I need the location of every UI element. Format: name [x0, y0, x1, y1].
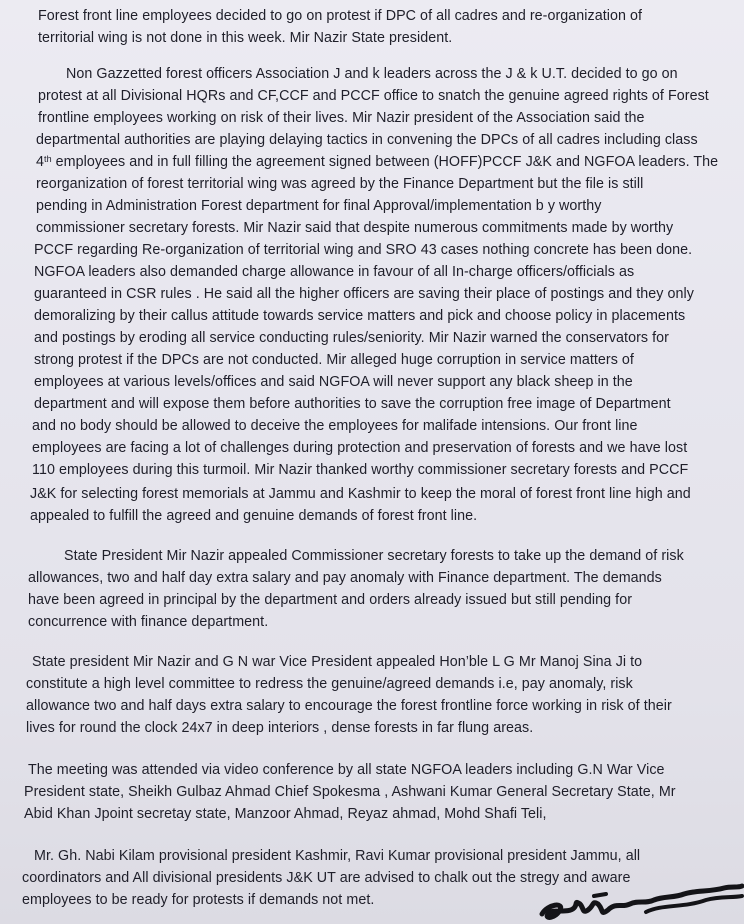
text-line: constitute a high level committee to redress the genuine/agreed demands i.e, pay anomaly, risk: [26, 676, 633, 692]
text-line: State president Mir Nazir and G N war Vice President appealed Hon’ble L G Mr Manoj Sina Ji to: [32, 654, 643, 670]
text-line: Forest front line employees decided to go on protest if DPC of all cadres and re-organization of: [38, 8, 643, 24]
text-line: employees to be ready for protests if demands not met.: [22, 892, 375, 908]
text-line: demoralizing by their callus attitude towards service matters and pick and choose policy in placements: [34, 308, 686, 324]
text-line: PCCF regarding Re-organization of territorial wing and SRO 43 cases nothing concrete has been done.: [34, 242, 693, 258]
text-line: and postings by eroding all service conducting rules/seniority. Mir Nazir warned the conservators for: [34, 330, 669, 346]
text-line: reorganization of forest territorial wing was agreed by the Finance Department but the file is still: [36, 176, 644, 192]
text-line: Abid Khan Jpoint secretay state, Manzoor Ahmad, Reyaz ahmad, Mohd Shafi Teli,: [24, 806, 547, 822]
text-line: coordinators and All divisional presidents J&K UT are advised to chalk out the stregy and aware: [22, 870, 631, 886]
text-line: commissioner secretary forests. Mir Nazir said that despite numerous commitments made by worthy: [36, 220, 674, 236]
text-line: strong protest if the DPCs are not conducted. Mir alleged huge corruption in service matters of: [34, 352, 634, 368]
text-line: departmental authorities are playing delaying tactics in convening the DPCs of all cadres including class: [36, 132, 698, 148]
class-number: 4: [36, 154, 45, 170]
text-line: State President Mir Nazir appealed Commissioner secretary forests to take up the demand of risk: [64, 548, 684, 564]
signature-icon: [534, 874, 744, 924]
text-line: concurrence with finance department.: [28, 614, 269, 630]
text-line: frontline employees working on risk of their lives. Mir Nazir president of the Association said the: [38, 110, 645, 126]
text-line-remainder: employees and in full filling the agreement signed between (HOFF)PCCF J&K and NGFOA leaders. The: [55, 154, 719, 170]
text-line: employees are facing a lot of challenges during protection and preservation of forests and we have lost: [32, 440, 688, 456]
text-line: have been agreed in principal by the department and orders already issued but still pending for: [28, 592, 633, 608]
text-line: pending in Administration Forest department for final Approval/implementation b y worthy: [36, 198, 602, 214]
text-line: department and will expose them before authorities to save the corruption free image of Department: [34, 396, 671, 412]
text-line: guaranteed in CSR rules . He said all the higher officers are saving their place of postings and they only: [34, 286, 694, 302]
text-line: 110 employees during this turmoil. Mir Nazir thanked worthy commissioner secretary forests and PCCF: [32, 462, 689, 478]
text-line: President state, Sheikh Gulbaz Ahmad Chief Spokesma , Ashwani Kumar General Secretary State, Mr: [24, 784, 676, 800]
text-line: protest at all Divisional HQRs and CF,CCF and PCCF office to snatch the genuine agreed rights of Forest: [38, 88, 709, 104]
text-line: allowances, two and half day extra salary and pay anomaly with Finance department. The demands: [28, 570, 662, 586]
text-line: lives for round the clock 24x7 in deep interiors , dense forests in far flung areas.: [26, 720, 534, 736]
text-line: NGFOA leaders also demanded charge allowance in favour of all In-charge officers/officials as: [34, 264, 635, 280]
text-line: appealed to fulfill the agreed and genuine demands of forest front line.: [30, 508, 478, 524]
text-line: and no body should be allowed to deceive the employees for malifade intensions. Our front line: [32, 418, 638, 434]
ordinal-superscript: th: [44, 154, 52, 164]
text-line: Mr. Gh. Nabi Kilam provisional president Kashmir, Ravi Kumar provisional president Jammu, all: [34, 848, 641, 864]
text-line: territorial wing is not done in this week. Mir Nazir State president.: [38, 30, 453, 46]
text-line: allowance two and half days extra salary to encourage the forest frontline force working in risk of their: [26, 698, 672, 714]
text-line: The meeting was attended via video conference by all state NGFOA leaders including G.N War Vice: [28, 762, 665, 778]
text-line: J&K for selecting forest memorials at Jammu and Kashmir to keep the moral of forest front line high and: [30, 486, 691, 502]
text-line: employees at various levels/offices and said NGFOA will never support any black sheep in the: [34, 374, 633, 390]
text-line: Non Gazzetted forest officers Association J and k leaders across the J & k U.T. decided to go on: [66, 66, 678, 82]
text-line-class4: [36, 152, 718, 172]
